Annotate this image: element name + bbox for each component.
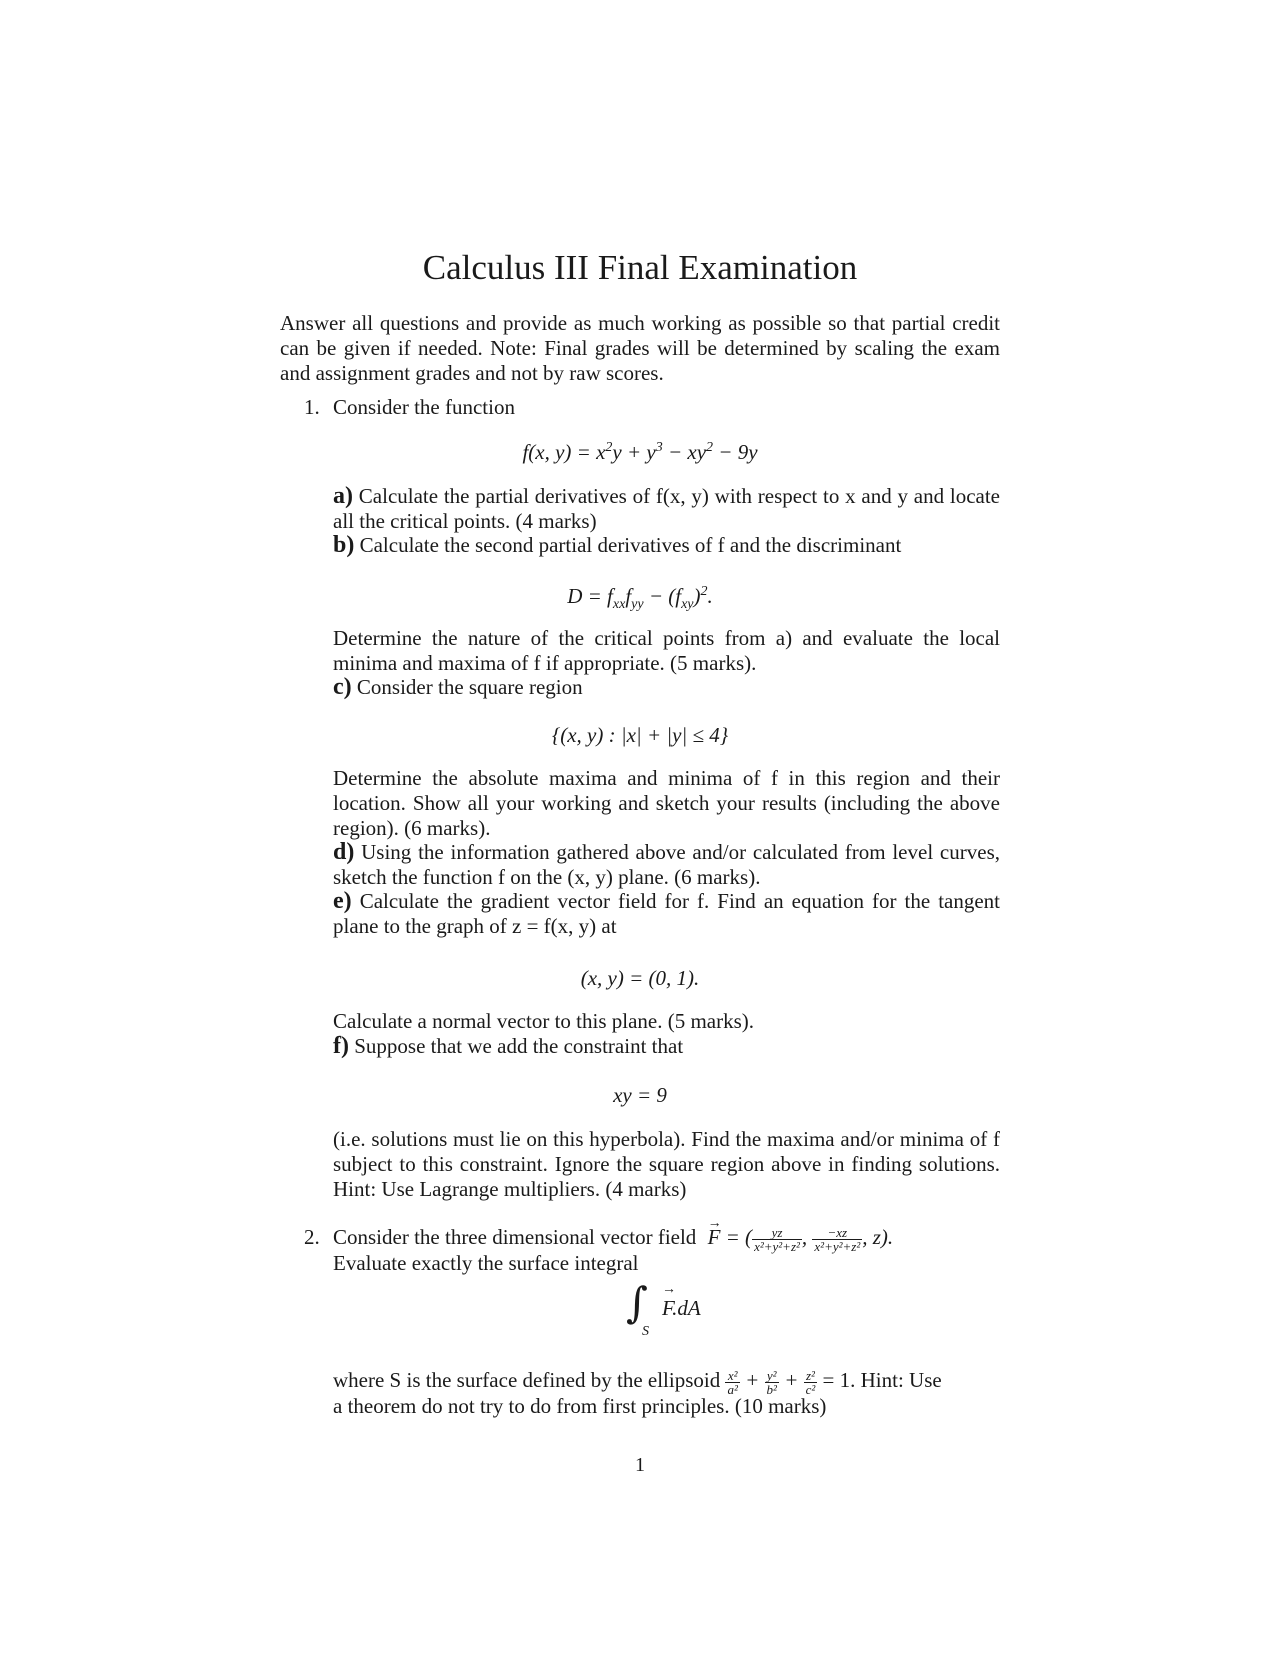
part-d-label: d) (333, 839, 355, 865)
part-c-text: Consider the square region (356, 675, 583, 699)
integral-subscript: S (642, 1324, 649, 1339)
part-b-text: Calculate the second partial derivatives of f and the discriminant (359, 533, 902, 557)
integral-vector: → F (662, 1296, 672, 1320)
part-c (333, 675, 1000, 700)
part-e (333, 889, 1000, 939)
part-f-text2: (i.e. solutions must lie on this hyperbola). Find the maxima and/or minima of f subject to this constraint. Ignore the square region above in finding solutions. Hint: Use Lagrange multipliers. (4 marks) (333, 1127, 1000, 1201)
discriminant-equation: $D = f_{xx}f_{yy} - (f_{xy})^2$. (567, 584, 713, 613)
part-a-label: a) (333, 483, 353, 509)
part-e-text: Calculate the gradient vector field for f. Find an equation for the tangent plane to the graph of z = f(x, y) at (333, 889, 1001, 938)
question-1-number: 1. (304, 395, 320, 419)
part-a-text: Calculate the partial derivatives of f(x, y) with respect to x and y and locate all the critical points. (4 marks) (333, 484, 1000, 533)
question-2-text2: a theorem do not try to do from first principles. (10 marks) (333, 1394, 827, 1418)
vector-field-expression: → F = ( $\frac{yz}{\text{x²+y²+z²}}$ , $\frac{-xz}{\text{x²+y²+z²}}$ , z). (708, 1225, 894, 1249)
part-c-text2: Determine the absolute maxima and minima of f in this region and their location. Show all your working and sketch your results (including the above region). (6 marks). (333, 766, 1000, 840)
question-2-line1 (333, 1225, 1000, 1253)
part-b-label: b) (333, 532, 355, 558)
part-d-text: Using the information gathered above and/or calculated from level curves, sketch the function f on the (x, y) plane. (6 marks). (333, 840, 1000, 889)
question-2-line3 (333, 1368, 1000, 1396)
ellipsoid-expression: $\frac{\text{x²}}{\text{a²}}$ + $\frac{\text{y²}}{\text{b²}}$ + $\frac{\text{z²}}{\text{c²}}$ (727, 1367, 816, 1397)
page-title: Calculus III Final Examination (422, 248, 858, 287)
region-equation: {(x, y) : |x| + |y| ≤ 4} (551, 723, 729, 747)
question-1-lead: Consider the function (333, 395, 515, 419)
point-equation: (x, y) = (0, 1). (580, 966, 700, 990)
part-b (333, 533, 1000, 558)
question-2-number: 2. (304, 1225, 320, 1249)
question-2-lead2: Evaluate exactly the surface integral (333, 1251, 639, 1275)
question-2-where: where S is the surface defined by the ellipsoid (333, 1368, 721, 1392)
part-f (333, 1034, 1000, 1059)
intro-paragraph: Answer all questions and provide as much working as possible so that partial credit can be given if needed. Note: Final grades will be determined by scaling the exam and assignment grades and not by raw scores. (280, 311, 1000, 385)
part-f-text: Suppose that we add the constraint that (354, 1034, 684, 1058)
integral-tail: .dA (672, 1296, 701, 1320)
part-c-label: c) (333, 674, 352, 700)
function-equation: f(x, $y) = x^2y + y^3 - xy^2 - 9y$ (522, 440, 758, 464)
part-f-label: f) (333, 1033, 349, 1059)
part-a (333, 484, 1000, 534)
part-e-label: e) (333, 888, 352, 914)
surface-integral (618, 1278, 778, 1346)
part-b-text2: Determine the nature of the critical points from a) and evaluate the local minima and maxima of f if appropriate. (5 marks). (333, 626, 1000, 675)
part-e-text2: Calculate a normal vector to this plane. (5 marks). (333, 1009, 755, 1033)
constraint-equation: xy = 9 (613, 1083, 667, 1107)
integral-body (662, 1296, 701, 1321)
question-2-lead: Consider the three dimensional vector field (333, 1225, 697, 1249)
question-2-hint: = 1. Hint: Use (822, 1368, 942, 1392)
page-number: 1 (635, 1454, 645, 1476)
part-d (333, 840, 1000, 890)
integral-sign: ∫ (626, 1278, 648, 1327)
